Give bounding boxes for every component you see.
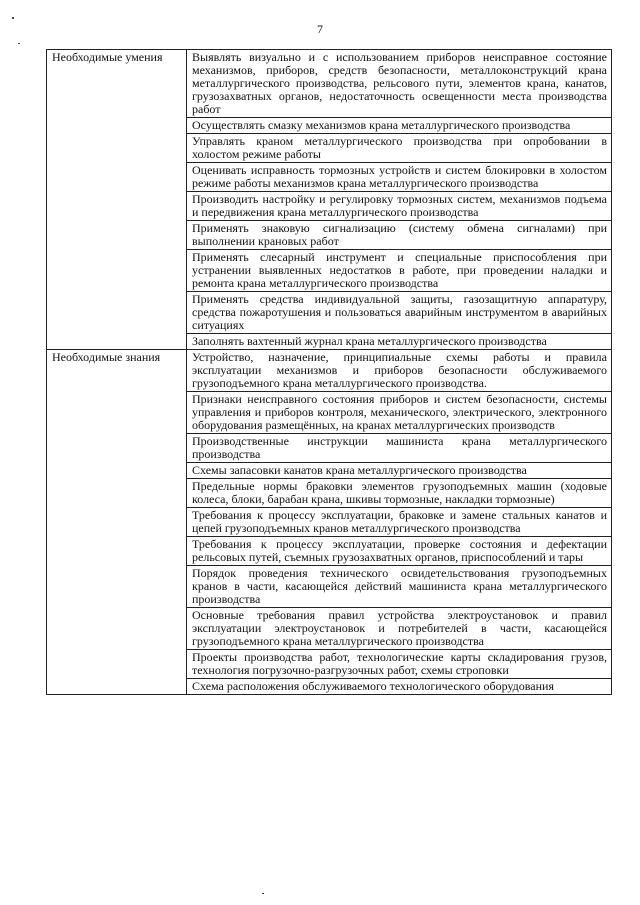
requirement-cell	[187, 118, 612, 134]
requirement-text: Заполнять вахтенный журнал крана металлургического производства	[192, 334, 547, 348]
requirement-cell	[187, 350, 612, 392]
requirement-text: Применять знаковую сигнализацию (систему обмена сигналами) при выполнении крановых работ	[192, 221, 607, 248]
requirement-cell	[187, 463, 612, 479]
requirement-cell	[187, 434, 612, 463]
requirement-text: Основные требования правил устройства электроустановок и правил эксплуатации электроустановок и потребителей в части, касающейся грузоподъемного крана металлургического производства	[192, 608, 607, 648]
requirement-text: Устройство, назначение, принципиальные схемы работы и правила эксплуатации механизмов и приборов безопасности обслуживаемого грузоподъемного крана металлургического производства.	[192, 350, 607, 390]
requirement-text: Производить настройку и регулировку тормозных систем, механизмов подъема и передвижения крана металлургического производства	[192, 192, 607, 219]
requirement-cell	[187, 192, 612, 221]
competency-table	[46, 49, 612, 695]
requirement-text: Требования к процессу эксплуатации, проверке состояния и дефектации рельсовых путей, съемных грузозахватных органов, приспособлений и тары	[192, 537, 607, 564]
requirement-text: Осуществлять смазку механизмов крана металлургического производства	[192, 118, 571, 132]
requirement-text: Применять средства индивидуальной защиты, газозащитную аппаратуру, средства пожаротушения и пользоваться аварийным инструментом в аварийных ситуациях	[192, 292, 607, 332]
requirement-text: Порядок проведения технического освидетельствования грузоподъемных кранов в части, касающейся действий машиниста крана металлургического производства	[192, 566, 607, 606]
requirement-cell	[187, 608, 612, 650]
requirement-text: Проекты производства работ, технологические карты складирования грузов, технология погрузочно-разгрузочных работ, схемы строповки	[192, 650, 607, 677]
requirement-text: Схема расположения обслуживаемого технологического оборудования	[192, 679, 554, 693]
requirement-cell	[187, 250, 612, 292]
requirement-cell	[187, 650, 612, 679]
requirement-cell	[187, 50, 612, 118]
table-row	[47, 350, 612, 392]
table-body	[47, 50, 612, 695]
requirement-cell	[187, 479, 612, 508]
requirement-cell	[187, 508, 612, 537]
requirement-cell	[187, 292, 612, 334]
requirement-cell	[187, 537, 612, 566]
requirement-cell	[187, 334, 612, 350]
requirement-cell	[187, 566, 612, 608]
requirement-text: Признаки неисправного состояния приборов и систем безопасности, системы управления и приборов контроля, механического, электрического, электронного оборудования размещённых, на кранах металлургических производств	[192, 392, 607, 432]
requirement-cell	[187, 392, 612, 434]
requirement-text: Схемы запасовки канатов крана металлургического производства	[192, 463, 527, 477]
requirement-text: Оценивать исправность тормозных устройств и систем блокировки в холостом режиме работы механизмов крана металлургического производства	[192, 163, 607, 190]
requirement-cell	[187, 679, 612, 695]
requirement-cell	[187, 163, 612, 192]
scan-speck	[262, 893, 264, 894]
requirement-cell	[187, 221, 612, 250]
section-label: Необходимые знания	[47, 350, 187, 695]
requirement-text: Выявлять визуально и с использованием приборов неисправное состояние механизмов, приборов, средств безопасности, металлоконструкций крана металлургического производства, рельсового пути, элементов крана, канатов, грузозахватных органов, недостаточность освещенности места производства работ	[192, 50, 607, 116]
page-number: 7	[317, 22, 323, 36]
section-label: Необходимые умения	[47, 50, 187, 350]
scan-speck	[18, 43, 20, 44]
requirement-text: Производственные инструкции машиниста крана металлургического производства	[192, 434, 607, 461]
requirement-text: Предельные нормы браковки элементов грузоподъемных машин (ходовые колеса, блоки, барабан крана, шкивы тормозные, накладки тормозные)	[192, 479, 607, 506]
requirement-text: Применять слесарный инструмент и специальные приспособления при устранении выявленных недостатков в работе, при проведении наладки и ремонта крана металлургического производства	[192, 250, 607, 290]
scan-speck	[12, 17, 14, 19]
requirement-cell	[187, 134, 612, 163]
requirement-text: Управлять краном металлургического производства при опробовании в холостом режиме работы	[192, 134, 607, 161]
requirement-text: Требования к процессу эксплуатации, браковке и замене стальных канатов и цепей грузоподъемных кранов металлургического производства	[192, 508, 607, 535]
table-row	[47, 50, 612, 118]
